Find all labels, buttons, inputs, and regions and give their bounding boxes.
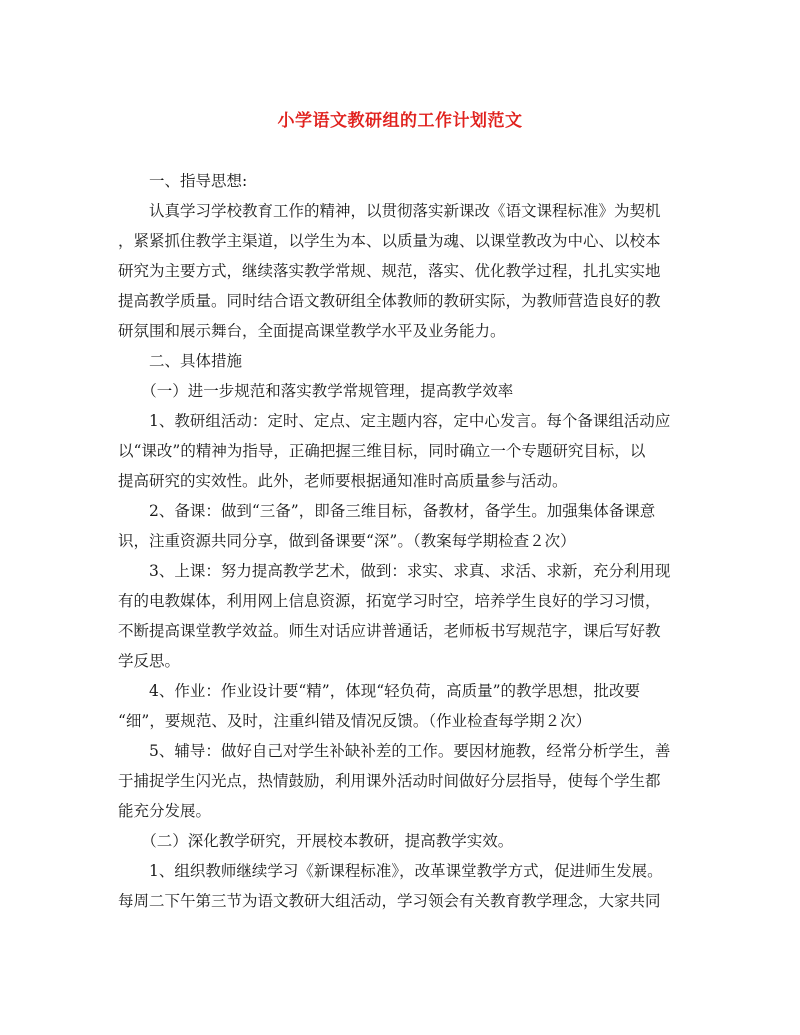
paragraph-line: 3、上课：努力提高教学艺术，做到：求实、求真、求活、求新，充分利用现 xyxy=(118,562,671,580)
paragraph-line: 有的电教媒体，利用网上信息资源，拓宽学习时空，培养学生良好的学习习惯， xyxy=(118,592,661,610)
paragraph-line: 2、备课：做到“三备”，即备三维目标，备教材，备学生。加强集体备课意 xyxy=(118,502,656,520)
paragraph-line: 于捕捉学生闪光点，热情鼓励，利用课外活动时间做好分层指导，使每个学生都 xyxy=(118,772,661,790)
document-body xyxy=(118,166,688,916)
document-title: 小学语文教研组的工作计划范文 xyxy=(277,111,523,131)
paragraph-line: 识，注重资源共同分享，做到备课要“深”。（教案每学期检查２次） xyxy=(118,532,576,550)
subsection-heading: （一）进一步规范和落实教学常规管理，提高教学效率 xyxy=(118,382,514,400)
section-heading-measures: 二、具体措施 xyxy=(118,352,243,370)
subsection-heading: （二）深化教学研究，开展校本教研，提高教学实效。 xyxy=(118,832,514,850)
paragraph-line: 能充分发展。 xyxy=(118,802,212,820)
paragraph-line: 研究为主要方式，继续落实教学常规、规范，落实、优化教学过程，扎扎实实地 xyxy=(118,262,661,280)
paragraph-line: 提高教学质量。同时结合语文教研组全体教师的教研实际，为教师营造良好的教 xyxy=(118,292,661,310)
paragraph-line: 5、辅导：做好自己对学生补缺补差的工作。要因材施教，经常分析学生，善 xyxy=(118,742,671,760)
paragraph-line: 不断提高课堂教学效益。师生对话应讲普通话，老师板书写规范字，课后写好教 xyxy=(118,622,661,640)
paragraph-line: 研氛围和展示舞台，全面提高课堂教学水平及业务能力。 xyxy=(118,322,506,340)
section-heading-guiding-thought: 一、指导思想: xyxy=(118,172,248,190)
paragraph-line: 1、教研组活动：定时、定点、定主题内容，定中心发言。每个备课组活动应 xyxy=(118,412,671,430)
paragraph-line: 每周二下午第三节为语文教研大组活动，学习领会有关教育教学理念，大家共同 xyxy=(118,892,661,910)
paragraph-line: 提高研究的实效性。此外，老师要根据通知准时高质量参与活动。 xyxy=(118,472,568,490)
paragraph-line: 4、作业：作业设计要“精”，体现“轻负荷，高质量”的教学思想，批改要 xyxy=(118,682,641,700)
paragraph-line: 以“课改”的精神为指导，正确把握三维目标，同时确立一个专题研究目标，以 xyxy=(118,442,646,460)
paragraph-line: ，紧紧抓住教学主渠道，以学生为本、以质量为魂、以课堂教改为中心、以校本 xyxy=(118,232,661,250)
paragraph-line: “细”，要规范、及时，注重纠错及情况反馈。（作业检查每学期２次） xyxy=(118,712,592,730)
paragraph-line: 1、组织教师继续学习《新课程标准》，改革课堂教学方式，促进师生发展。 xyxy=(118,862,663,880)
paragraph-line: 学反思。 xyxy=(118,652,181,670)
paragraph-line: 认真学习学校教育工作的精神，以贯彻落实新课改《语文课程标准》为契机 xyxy=(118,202,661,220)
